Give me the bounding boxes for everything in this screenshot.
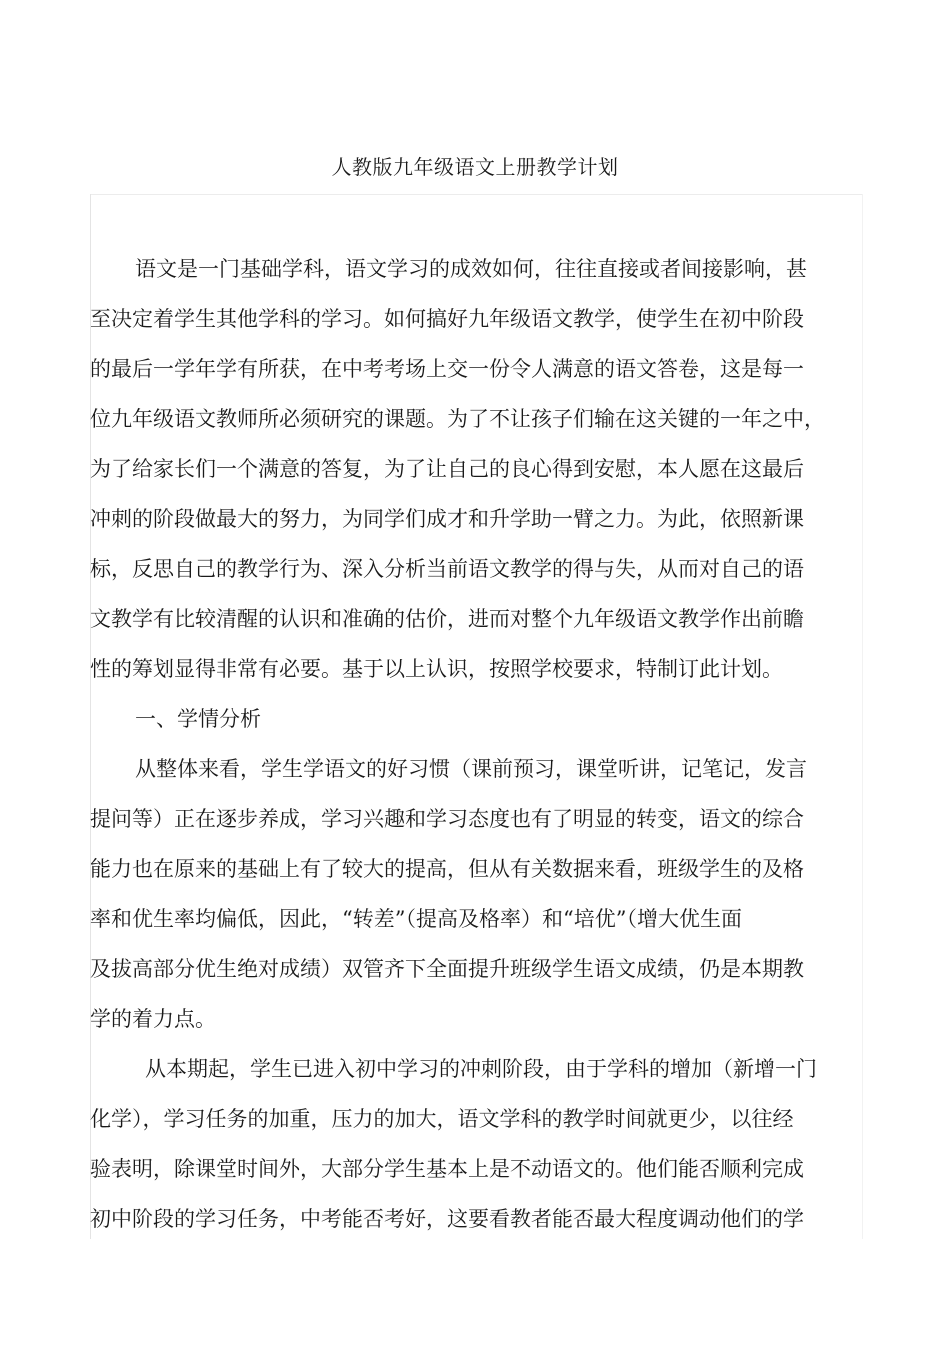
- frame-top-rule: [90, 194, 862, 195]
- body-line: 化学），学习任务的加重，压力的加大，语文学科的教学时间就更少，以往经: [90, 1107, 794, 1131]
- body-line: 能力也在原来的基础上有了较大的提高，但从有关数据来看，班级学生的及格: [90, 857, 804, 881]
- document-title: 人教版九年级语文上册教学计划: [331, 155, 619, 179]
- body-line: 位九年级语文教师所必须研究的课题。为了不让孩子们输在这关键的一年之中，: [90, 407, 825, 431]
- body-line: 验表明，除课堂时间外，大部分学生基本上是不动语文的。他们能否顺利完成: [90, 1157, 804, 1181]
- body-line: 的最后一学年学有所获，在中考考场上交一份令人满意的语文答卷，这是每一: [90, 357, 804, 381]
- body-line: 为了给家长们一个满意的答复，为了让自己的良心得到安慰，本人愿在这最后: [90, 457, 804, 481]
- body-line: 至决定着学生其他学科的学习。如何搞好九年级语文教学，使学生在初中阶段: [90, 307, 804, 331]
- body-line: 性的筹划显得非常有必要。基于以上认识，按照学校要求，特制订此计划。: [90, 657, 783, 681]
- section-heading: 一、学情分析: [135, 707, 261, 731]
- body-line: 语文是一门基础学科，语文学习的成效如何，往往直接或者间接影响，甚: [135, 257, 807, 281]
- body-line: 率和优生率均偏低，因此，“转差”（提高及格率）和“培优”（增大优生面: [90, 907, 742, 931]
- frame-right-rule: [862, 194, 863, 1239]
- body-line: 文教学有比较清醒的认识和准确的估价，进而对整个九年级语文教学作出前瞻: [90, 607, 804, 631]
- body-line: 从本期起，学生已进入初中学习的冲刺阶段，由于学科的增加（新增一门: [145, 1057, 817, 1081]
- body-line: 从整体来看，学生学语文的好习惯（课前预习，课堂听讲，记笔记，发言: [135, 757, 807, 781]
- body-line: 及拔高部分优生绝对成绩）双管齐下全面提升班级学生语文成绩，仍是本期教: [90, 957, 804, 981]
- body-line: 初中阶段的学习任务，中考能否考好，这要看教者能否最大程度调动他们的学: [90, 1207, 804, 1231]
- body-line: 冲刺的阶段做最大的努力，为同学们成才和升学助一臂之力。为此，依照新课: [90, 507, 804, 531]
- body-line: 提问等）正在逐步养成，学习兴趣和学习态度也有了明显的转变，语文的综合: [90, 807, 804, 831]
- body-line: 标，反思自己的教学行为、深入分析当前语文教学的得与失，从而对自己的语: [90, 557, 804, 581]
- body-line: 学的着力点。: [90, 1007, 216, 1031]
